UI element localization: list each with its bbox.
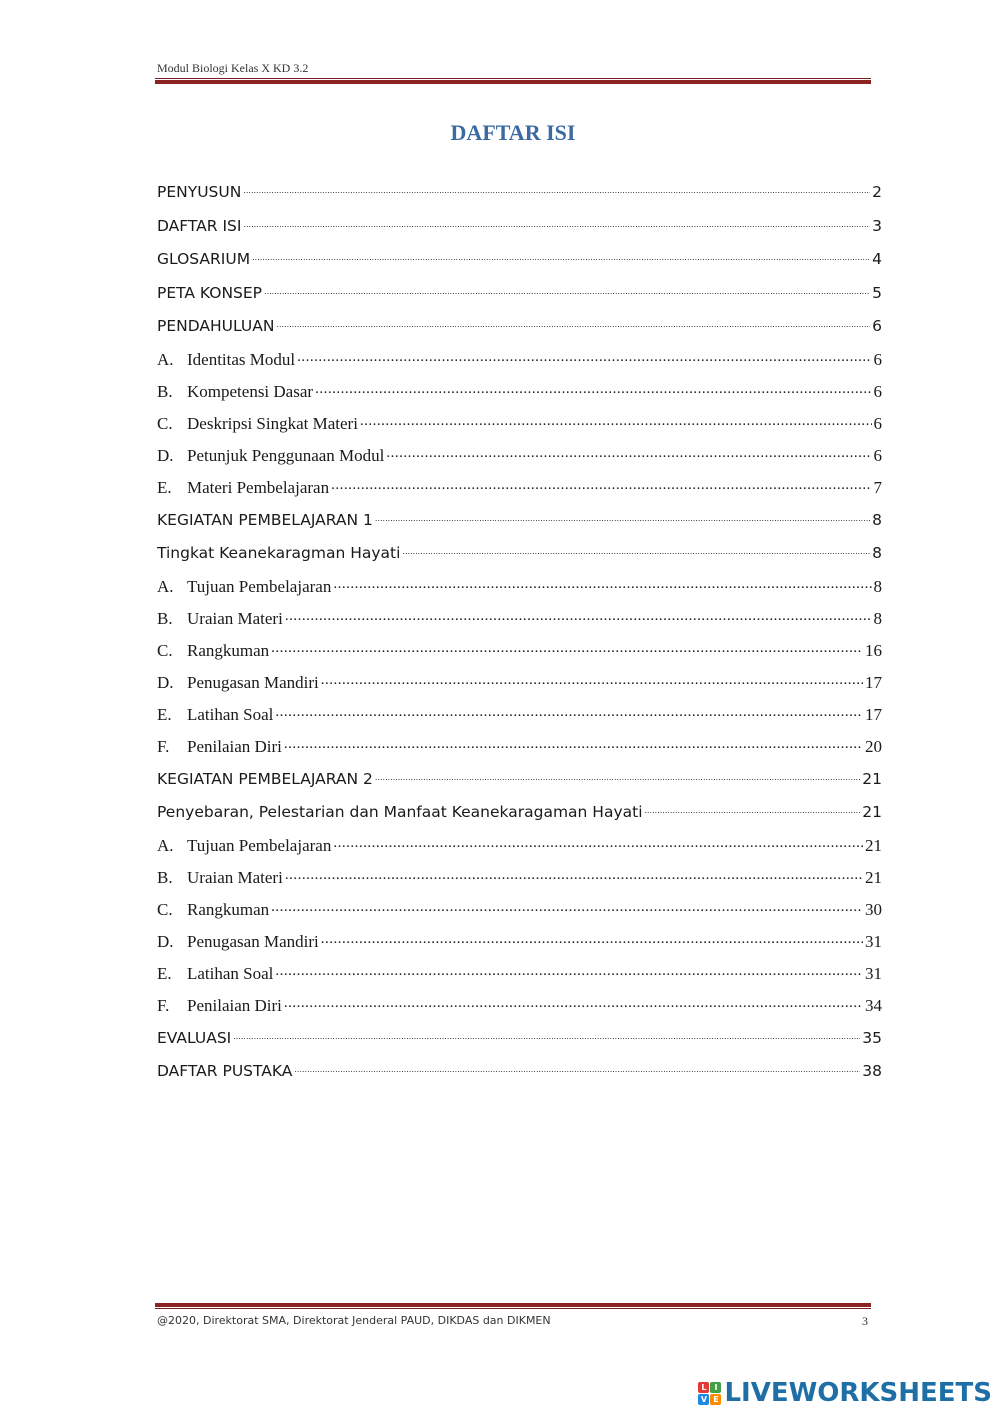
toc-entry-page: 35	[862, 1028, 882, 1047]
toc-entry-letter: A.	[157, 835, 174, 855]
toc-entry[interactable]	[157, 796, 882, 830]
toc-entry-page: 4	[872, 250, 882, 268]
toc-entry[interactable]	[157, 763, 882, 797]
toc-entry-letter: F.	[157, 736, 170, 756]
toc-entry-page: 8	[872, 544, 882, 562]
toc-entry-page: 21	[862, 803, 882, 821]
toc-entry-page: 6	[872, 317, 882, 335]
toc-entry[interactable]	[157, 440, 882, 472]
toc-entry-page: 21	[862, 769, 882, 788]
liveworksheets-icon-tile: E	[710, 1394, 721, 1405]
toc-entry[interactable]	[157, 731, 882, 763]
toc-entry-page: 31	[865, 931, 882, 951]
toc-leader-dots	[252, 241, 870, 275]
toc-entry[interactable]	[157, 408, 882, 440]
toc-entry-label: KEGIATAN PEMBELAJARAN 1	[157, 510, 373, 529]
toc-entry[interactable]	[157, 176, 882, 210]
toc-entry-label: KEGIATAN PEMBELAJARAN 2	[157, 769, 373, 788]
toc-entry-label: Penugasan Mandiri	[187, 672, 319, 692]
toc-leader-dots	[243, 174, 870, 208]
toc-leader-dots	[402, 535, 870, 569]
toc-entry-page: 5	[872, 283, 882, 302]
toc-entry-label: Tujuan Pembelajaran	[187, 835, 332, 855]
toc-entry-page: 30	[865, 899, 882, 919]
toc-entry[interactable]	[157, 376, 882, 408]
toc-entry-letter: B.	[157, 608, 173, 628]
toc-entry-label: GLOSARIUM	[157, 250, 251, 268]
toc-entry-letter: C.	[157, 413, 173, 433]
toc-entry[interactable]	[157, 958, 882, 990]
footer-credit: @2020, Direktorat SMA, Direktorat Jenderal PAUD, DIKDAS dan DIKMEN	[157, 1314, 551, 1327]
toc-leader-dots	[333, 568, 871, 600]
toc-entry-label: Latihan Soal	[187, 963, 274, 983]
toc-entry-letter: A.	[157, 576, 174, 596]
toc-entry[interactable]	[157, 310, 882, 344]
toc-entry-page: 34	[865, 995, 882, 1015]
toc-leader-dots	[645, 794, 861, 828]
toc-entry-label: Tujuan Pembelajaran	[187, 576, 332, 596]
toc-leader-dots	[264, 275, 870, 309]
toc-leader-dots	[321, 923, 863, 955]
toc-entry-letter: D.	[157, 931, 174, 951]
toc-entry-page: 6	[873, 381, 882, 401]
toc-entry[interactable]	[157, 830, 882, 862]
toc-entry[interactable]	[157, 635, 882, 667]
toc-leader-dots	[275, 696, 863, 728]
toc-entry-label: PENYUSUN	[157, 183, 242, 201]
toc-entry-label: Uraian Materi	[187, 608, 283, 628]
toc-entry-letter: B.	[157, 381, 173, 401]
toc-entry-page: 8	[872, 510, 882, 529]
toc-entry-page: 8	[873, 608, 882, 628]
toc-entry[interactable]	[157, 472, 882, 504]
toc-entry-page: 6	[873, 349, 882, 369]
toc-leader-dots	[294, 1053, 860, 1087]
liveworksheets-logo[interactable]	[698, 1378, 992, 1408]
toc-entry-page: 2	[872, 183, 882, 201]
toc-entry-label: Rangkuman	[187, 899, 270, 919]
toc-entry-letter: D.	[157, 672, 174, 692]
toc-entry-label: DAFTAR PUSTAKA	[157, 1062, 293, 1080]
toc-entry-label: Penyebaran, Pelestarian dan Manfaat Keanekaragaman Hayati	[157, 803, 643, 821]
toc-leader-dots	[331, 469, 871, 501]
toc-entry-page: 17	[865, 704, 882, 724]
toc-leader-dots	[285, 600, 872, 632]
toc-entry[interactable]	[157, 1055, 882, 1089]
toc-entry[interactable]	[157, 862, 882, 894]
toc-entry-page: 21	[865, 835, 882, 855]
liveworksheets-icon-tile: V	[698, 1394, 709, 1405]
toc-entry-page: 6	[873, 413, 882, 433]
toc-entry[interactable]	[157, 504, 882, 538]
toc-entry-label: Penilaian Diri	[187, 736, 282, 756]
page-title: DAFTAR ISI	[450, 120, 576, 145]
toc-entry-label: Penugasan Mandiri	[187, 931, 319, 951]
toc-entry-label: DAFTAR ISI	[157, 216, 242, 235]
toc-entry[interactable]	[157, 990, 882, 1022]
footer-page-number: 3	[862, 1314, 868, 1328]
toc-entry[interactable]	[157, 277, 882, 311]
toc-entry-label: Rangkuman	[187, 640, 270, 660]
toc-entry-page: 38	[862, 1062, 882, 1080]
toc-entry-page: 31	[865, 963, 882, 983]
toc-entry-label: PETA KONSEP	[157, 283, 263, 302]
toc-entry[interactable]	[157, 667, 882, 699]
toc-entry-label: Penilaian Diri	[187, 995, 282, 1015]
toc-entry-page: 3	[872, 216, 882, 235]
toc-leader-dots	[386, 437, 871, 469]
toc-entry-letter: E.	[157, 477, 172, 497]
toc-entry[interactable]	[157, 894, 882, 926]
toc-leader-dots	[275, 955, 863, 987]
toc-entry[interactable]	[157, 1022, 882, 1056]
toc-entry-letter: B.	[157, 867, 173, 887]
toc-leader-dots	[233, 1020, 860, 1054]
toc-entry-label: Uraian Materi	[187, 867, 283, 887]
toc-leader-dots	[284, 987, 863, 1019]
toc-entry[interactable]	[157, 571, 882, 603]
toc-entry-label: Kompetensi Dasar	[187, 381, 314, 401]
toc-leader-dots	[360, 405, 872, 437]
table-of-contents	[157, 176, 882, 1089]
toc-leader-dots	[285, 859, 863, 891]
toc-entry-label: Materi Pembelajaran	[187, 477, 330, 497]
toc-entry-letter: F.	[157, 995, 170, 1015]
toc-entry[interactable]	[157, 603, 882, 635]
toc-entry-label: Latihan Soal	[187, 704, 274, 724]
toc-entry[interactable]	[157, 243, 882, 277]
toc-entry-page: 7	[873, 477, 882, 497]
toc-leader-dots	[375, 761, 860, 795]
running-header: Modul Biologi Kelas X KD 3.2	[157, 61, 309, 75]
toc-entry-letter: E.	[157, 704, 172, 724]
toc-entry-page: 8	[873, 576, 882, 596]
toc-entry-letter: C.	[157, 640, 173, 660]
toc-entry-page: 21	[865, 867, 882, 887]
liveworksheets-icon-tile: L	[698, 1382, 709, 1393]
toc-leader-dots	[333, 827, 863, 859]
toc-entry-label: Deskripsi Singkat Materi	[187, 413, 358, 433]
toc-entry[interactable]	[157, 537, 882, 571]
toc-entry[interactable]	[157, 344, 882, 376]
toc-entry-page: 16	[865, 640, 882, 660]
toc-entry-label: Tingkat Keanekaragman Hayati	[157, 544, 401, 562]
toc-entry-page: 6	[873, 445, 882, 465]
toc-entry[interactable]	[157, 699, 882, 731]
toc-entry-label: Identitas Modul	[187, 349, 296, 369]
toc-entry-label: PENDAHULUAN	[157, 317, 275, 335]
liveworksheets-wordmark: LIVEWORKSHEETS	[724, 1378, 992, 1408]
liveworksheets-icon	[698, 1382, 721, 1405]
toc-entry-page: 17	[865, 672, 882, 692]
toc-leader-dots	[243, 208, 870, 242]
toc-leader-dots	[284, 728, 863, 760]
toc-entry-letter: E.	[157, 963, 172, 983]
toc-leader-dots	[375, 502, 870, 536]
header-rule	[155, 78, 871, 84]
toc-entry-letter: D.	[157, 445, 174, 465]
toc-leader-dots	[297, 341, 871, 373]
toc-leader-dots	[271, 632, 863, 664]
liveworksheets-icon-tile: I	[710, 1382, 721, 1393]
toc-entry-letter: C.	[157, 899, 173, 919]
toc-entry-label: EVALUASI	[157, 1028, 232, 1047]
toc-entry-label: Petunjuk Penggunaan Modul	[187, 445, 385, 465]
toc-leader-dots	[321, 664, 863, 696]
toc-entry-letter: A.	[157, 349, 174, 369]
toc-entry[interactable]	[157, 210, 882, 244]
toc-leader-dots	[276, 308, 870, 342]
toc-leader-dots	[315, 373, 871, 405]
toc-entry-page: 20	[865, 736, 882, 756]
toc-entry[interactable]	[157, 926, 882, 958]
footer-rule	[155, 1303, 871, 1309]
toc-leader-dots	[271, 891, 863, 923]
